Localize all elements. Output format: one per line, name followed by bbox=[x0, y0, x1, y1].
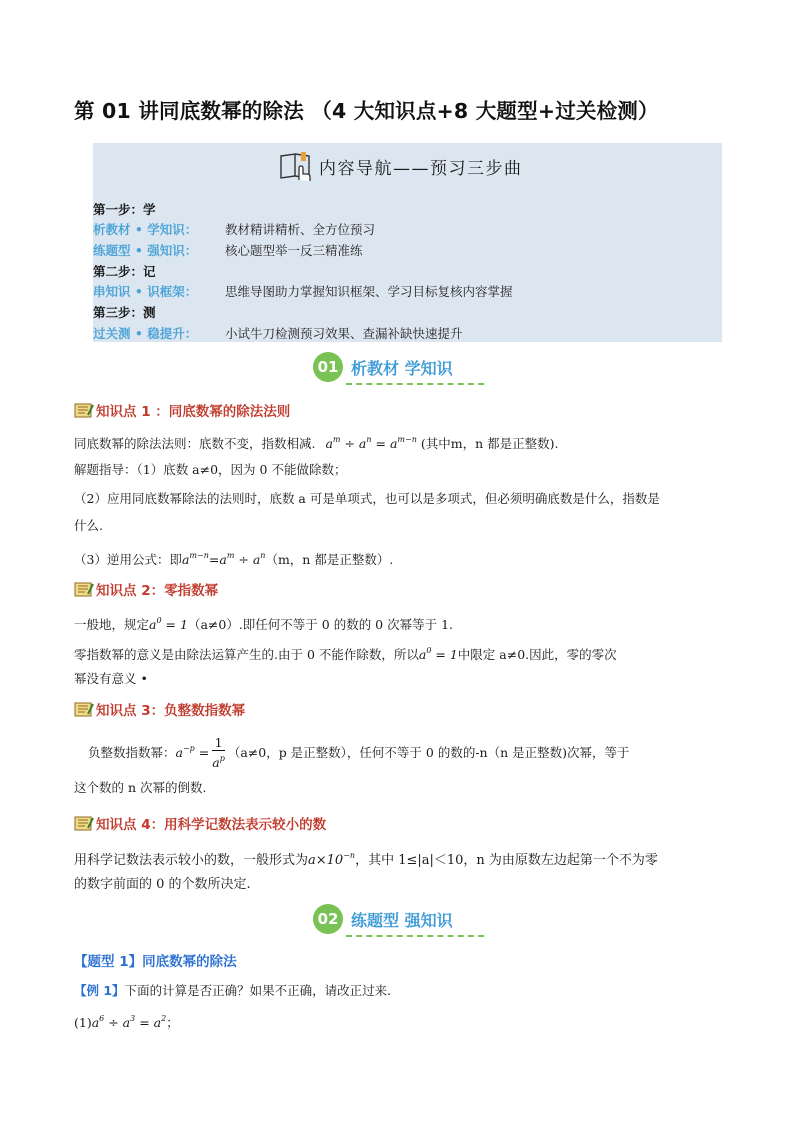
formula: $a^0 = 1$ bbox=[418, 646, 458, 662]
nav-row-key: 过关测 • 稳提升： bbox=[93, 326, 198, 341]
knowledge-point-title: 知识点 3：负整数指数幂 bbox=[96, 703, 246, 719]
kp1-paragraph-4: 什么. bbox=[74, 518, 103, 533]
kp3-paragraph-1: 负整数指数幂：$a^{-p}$ = $\frac{1}{a^p}$ （a≠0，p 是正整数），任何不等于 0 的数的-n（n 是正整数)次幂，等于 bbox=[88, 735, 630, 770]
example-1-prompt: 【例 1】下面的计算是否正确？如果不正确，请改正过来. bbox=[74, 983, 392, 998]
content-nav-box bbox=[93, 143, 722, 342]
nav-row-test bbox=[93, 324, 463, 342]
section-label: 练题型 强知识 bbox=[351, 910, 453, 930]
knowledge-point-4-heading bbox=[74, 813, 326, 833]
section-02-underline bbox=[346, 935, 484, 937]
kp3-paragraph-2: 这个数的 n 次幂的倒数. bbox=[74, 780, 207, 795]
formula: $a^{m-n}=a^m \div a^n$ bbox=[181, 551, 266, 567]
section-01-underline bbox=[346, 383, 484, 385]
book-pointer-icon bbox=[277, 150, 317, 182]
nav-row-framework bbox=[93, 282, 513, 300]
knowledge-point-2-heading bbox=[74, 579, 218, 599]
nav-row-desc: 核心题型举一反三精准练 bbox=[225, 243, 363, 258]
formula: $a^6 \div a^3 = a^2$ bbox=[91, 1014, 167, 1030]
nav-row-learn bbox=[93, 220, 375, 238]
notebook-icon bbox=[74, 701, 94, 717]
nav-row-key: 串知识 • 识框架： bbox=[93, 284, 198, 299]
nav-row-key: 析教材 • 学知识： bbox=[93, 222, 198, 237]
nav-header bbox=[277, 149, 523, 183]
kp1-paragraph-3: （2）应用同底数幂除法的法则时，底数 a 可是单项式，也可以是多项式，但必须明确底数是什么，指数是 bbox=[74, 491, 660, 506]
question-type-1-heading: 【题型 1】同底数幂的除法 bbox=[74, 954, 237, 970]
kp4-paragraph-1: 用科学记数法表示较小的数，一般形式为$a\times 10^{-n}$，其中 1≤|a|＜10，n 为由原数左边起第一个不为零 bbox=[74, 851, 658, 868]
step-2-heading: 第二步：记 bbox=[93, 264, 156, 279]
kp1-paragraph-5: （3）逆用公式：即$a^{m-n}=a^m \div a^n(m$，n 都是正整数）. bbox=[74, 551, 394, 567]
nav-row-desc: 教材精讲精析、全方位预习 bbox=[225, 222, 376, 237]
formula: $a^m \div a^n = a^{m-n}$ bbox=[325, 435, 417, 451]
knowledge-point-1-heading bbox=[74, 400, 290, 420]
section-label: 析教材 学知识 bbox=[351, 358, 453, 378]
nav-title: 内容导航——预习三步曲 bbox=[319, 158, 523, 179]
formula: $a^0 = 1$ bbox=[149, 616, 188, 632]
kp1-paragraph-1: 同底数幂的除法法则：底数不变，指数相减. $a^m \div a^n = a^{m-n}$ (其中m，n 都是正整数). bbox=[74, 435, 559, 451]
kp2-paragraph-2: 零指数幂的意义是由除法运算产生的.由于 0 不能作除数，所以$a^0 = 1$中限定 a≠0.因此，零的零次 bbox=[74, 646, 617, 662]
nav-row-desc: 思维导图助力掌握知识框架、学习目标复核内容掌握 bbox=[225, 284, 513, 299]
step-3-heading: 第三步：测 bbox=[93, 305, 156, 320]
nav-row-key: 练题型 • 强知识： bbox=[93, 243, 198, 258]
example-1-item-1: $(1)a^6 \div a^3 = a^2$； bbox=[74, 1014, 179, 1030]
knowledge-point-title: 知识点 1 ：同底数幂的除法法则 bbox=[96, 404, 291, 420]
page-title: 第 01 讲同底数幂的除法 （4 大知识点+8 大题型+过关检测） bbox=[74, 99, 659, 123]
section-01-badge bbox=[313, 352, 453, 382]
section-number: 01 bbox=[313, 352, 343, 382]
knowledge-point-title: 知识点 2：零指数幂 bbox=[96, 583, 219, 599]
notebook-icon bbox=[74, 402, 94, 418]
kp2-paragraph-1: 一般地，规定$a^0 = 1(a\ne 0)$.即任何不等于 0 的数的 0 次幂等于 1. bbox=[74, 616, 453, 632]
kp2-paragraph-3: 幂没有意义 • bbox=[74, 671, 148, 686]
knowledge-point-title: 知识点 4：用科学记数法表示较小的数 bbox=[96, 817, 327, 833]
formula: $a^{-p}$ = bbox=[175, 744, 210, 760]
fraction: $\frac{1}{a^p}$ bbox=[212, 735, 225, 770]
section-02-badge bbox=[313, 904, 453, 934]
nav-row-practice bbox=[93, 241, 363, 259]
knowledge-point-3-heading bbox=[74, 699, 245, 719]
formula: $a\times 10^{-n}$ bbox=[308, 851, 356, 868]
notebook-icon bbox=[74, 581, 94, 597]
step-1-heading: 第一步：学 bbox=[93, 202, 156, 217]
nav-row-desc: 小试牛刀检测预习效果、查漏补缺快速提升 bbox=[225, 326, 463, 341]
kp1-paragraph-2: 解题指导：（1）底数 a≠0，因为 0 不能做除数； bbox=[74, 462, 347, 477]
notebook-icon bbox=[74, 815, 94, 831]
section-number: 02 bbox=[313, 904, 343, 934]
kp4-paragraph-2: 的数字前面的 0 的个数所决定. bbox=[74, 877, 251, 892]
